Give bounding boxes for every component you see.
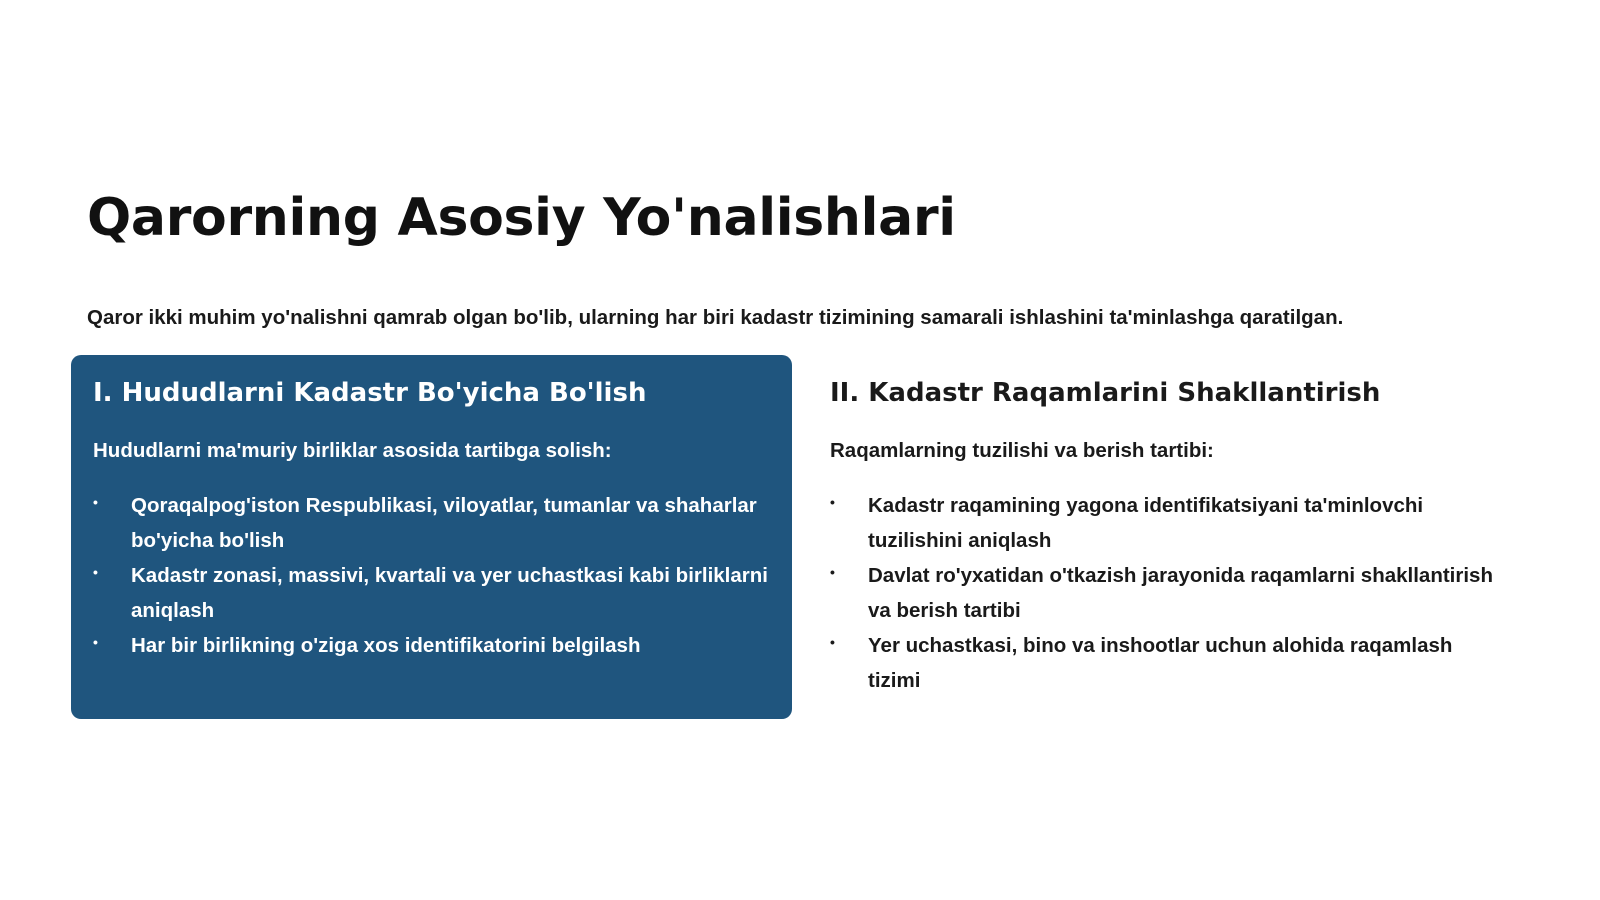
bullet-icon: •	[93, 564, 98, 580]
left-panel-list	[93, 488, 770, 663]
list-item-text: Kadastr zonasi, massivi, kvartali va yer uchastkasi kabi birliklarni aniqlash	[131, 564, 768, 622]
bullet-icon: •	[830, 494, 835, 510]
left-panel-card	[71, 355, 792, 719]
list-item	[93, 558, 770, 628]
list-item-text: Qoraqalpog'iston Respublikasi, viloyatlar, tumanlar va shaharlar bo'yicha bo'lish	[131, 494, 757, 552]
right-panel	[808, 355, 1528, 719]
list-item	[93, 628, 770, 663]
left-panel-heading: I. Hududlarni Kadastr Bo'yicha Bo'lish	[93, 378, 647, 408]
left-panel-subheading: Hududlarni ma'muriy birliklar asosida tartibga solish:	[93, 439, 612, 462]
intro-text: Qaror ikki muhim yo'nalishni qamrab olgan bo'lib, ularning har biri kadastr tizimining samarali ishlashini ta'minlashga qaratilgan.	[87, 306, 1344, 329]
list-item	[830, 558, 1506, 628]
list-item	[830, 628, 1506, 698]
bullet-icon: •	[93, 634, 98, 650]
list-item-text: Kadastr raqamining yagona identifikatsiyani ta'minlovchi tuzilishini aniqlash	[868, 494, 1424, 552]
slide-title: Qarorning Asosiy Yo'nalishlari	[87, 188, 956, 248]
bullet-icon: •	[830, 634, 835, 650]
list-item-text: Davlat ro'yxatidan o'tkazish jarayonida raqamlarni shakllantirish va berish tartibi	[868, 564, 1493, 622]
list-item	[93, 488, 770, 558]
bullet-icon: •	[830, 564, 835, 580]
right-panel-list	[830, 488, 1506, 698]
list-item	[830, 488, 1506, 558]
right-panel-heading: II. Kadastr Raqamlarini Shakllantirish	[830, 378, 1381, 408]
right-panel-subheading: Raqamlarning tuzilishi va berish tartibi:	[830, 439, 1214, 462]
list-item-text: Har bir birlikning o'ziga xos identifikatorini belgilash	[131, 634, 641, 657]
list-item-text: Yer uchastkasi, bino va inshootlar uchun alohida raqamlash tizimi	[868, 634, 1453, 692]
bullet-icon: •	[93, 494, 98, 510]
